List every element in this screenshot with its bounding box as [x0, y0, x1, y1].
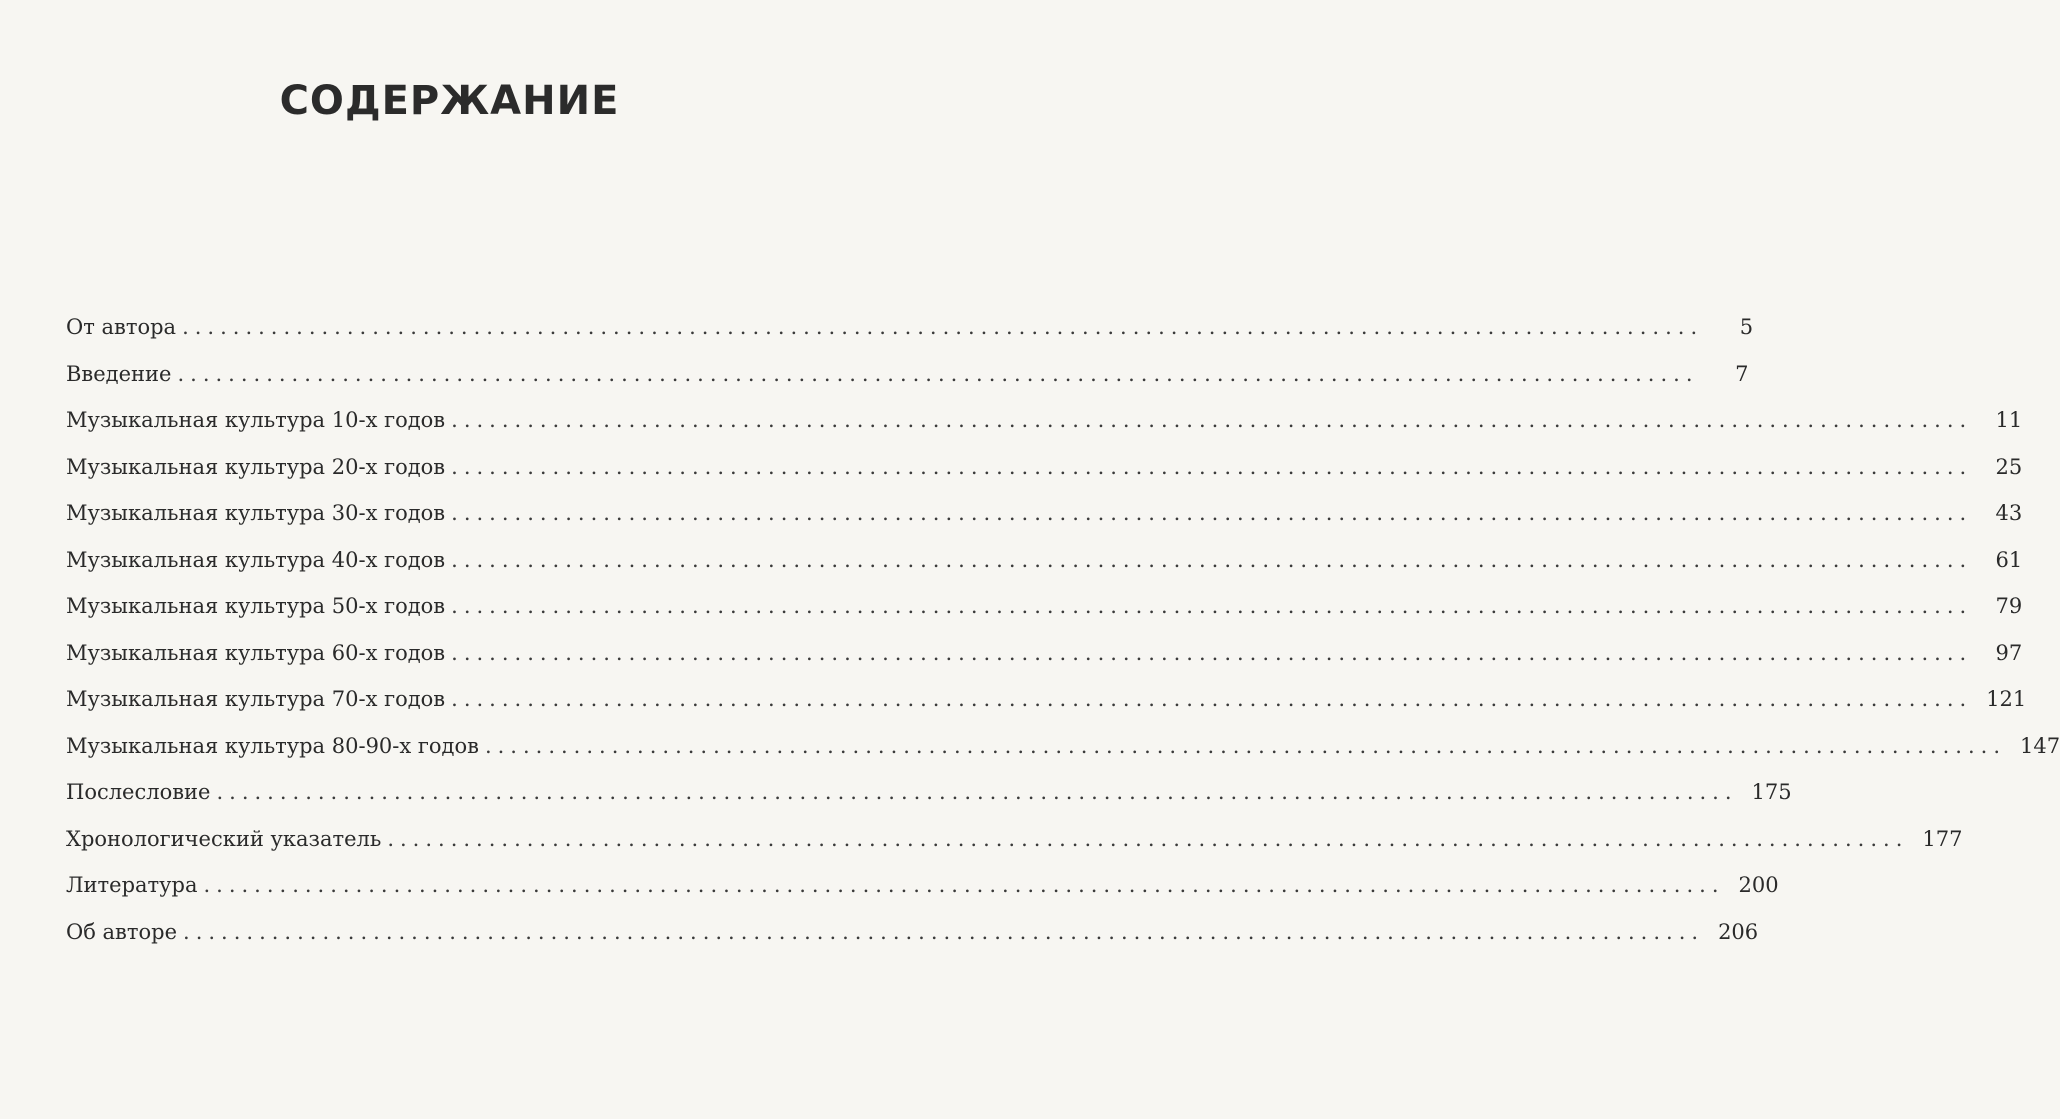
toc-leader-dots: ........................................................................................................................ [387, 826, 1909, 851]
toc-entry-label: Хронологический указатель [66, 826, 382, 851]
toc-entry-page: 200 [1738, 873, 1779, 897]
toc-leader-dots: ........................................................................................................................ [451, 547, 1973, 572]
toc-leader-dots: ........................................................................................................................ [216, 780, 1738, 804]
toc-entry [66, 769, 1792, 816]
toc-entry-label: Послесловие [66, 780, 211, 804]
toc-entry [66, 397, 2023, 444]
toc-entry-page: 121 [1986, 687, 2027, 711]
toc-entry [66, 351, 1749, 398]
toc-entry-label: Музыкальная культура 30-х годов [66, 501, 446, 525]
toc-entry-page: 11 [1995, 408, 2023, 432]
toc-leader-dots: ........................................................................................................................ [484, 733, 2006, 758]
toc-entry-page: 61 [1995, 547, 2023, 572]
toc-entry-page: 5 [1739, 315, 1754, 339]
toc-entry-label: Музыкальная культура 60-х годов [66, 640, 446, 665]
toc-leader-dots: ........................................................................................................................ [451, 687, 1973, 711]
toc-entry-page: 177 [1922, 826, 1963, 851]
toc-entry [66, 723, 2060, 770]
toc-leader-dots: ........................................................................................................................ [451, 640, 1973, 665]
page-title: СОДЕРЖАНИЕ [279, 78, 620, 124]
toc-entry-label: Музыкальная культура 40-х годов [66, 547, 446, 572]
toc-entry-label: Музыкальная культура 10-х годов [66, 408, 446, 432]
table-of-contents [66, 304, 2060, 955]
toc-entry [66, 816, 1963, 863]
toc-leader-dots: ........................................................................................................................ [183, 919, 1705, 944]
toc-entry [66, 583, 2023, 630]
toc-entry-label: Об авторе [66, 919, 178, 944]
toc-leader-dots: ........................................................................................................................ [203, 873, 1725, 897]
toc-entry-label: Литература [66, 873, 198, 897]
toc-entry-label: Музыкальная культура 70-х годов [66, 687, 446, 711]
toc-entry-label: Музыкальная культура 20-х годов [66, 454, 446, 479]
toc-leader-dots: ........................................................................................................................ [177, 361, 1699, 386]
toc-entry-page: 175 [1751, 780, 1792, 804]
toc-entry-label: От автора [66, 315, 177, 339]
toc-entry-page: 206 [1718, 919, 1759, 944]
toc-entry-label: Музыкальная культура 80-90-х годов [66, 733, 479, 758]
toc-entry [66, 676, 2027, 723]
toc-entry-page: 79 [1995, 594, 2023, 618]
toc-entry-page: 43 [1995, 501, 2023, 525]
toc-entry-page: 7 [1735, 361, 1749, 386]
toc-entry [66, 862, 1779, 909]
toc-entry [66, 537, 2023, 584]
toc-entry-page: 25 [1995, 454, 2023, 479]
toc-leader-dots: ........................................................................................................................ [451, 454, 1973, 479]
toc-entry [66, 909, 1759, 956]
toc-entry [66, 304, 1754, 351]
toc-entry [66, 444, 2023, 491]
toc-entry-label: Музыкальная культура 50-х годов [66, 594, 446, 618]
toc-entry-page: 97 [1995, 640, 2023, 665]
toc-leader-dots: ........................................................................................................................ [451, 501, 1973, 525]
toc-entry-page: 147 [2020, 733, 2060, 758]
toc-leader-dots: ........................................................................................................................ [451, 408, 1973, 432]
toc-entry [66, 630, 2023, 677]
toc-leader-dots: ........................................................................................................................ [182, 315, 1704, 339]
toc-leader-dots: ........................................................................................................................ [451, 594, 1973, 618]
toc-entry [66, 490, 2023, 537]
toc-entry-label: Введение [66, 361, 172, 386]
